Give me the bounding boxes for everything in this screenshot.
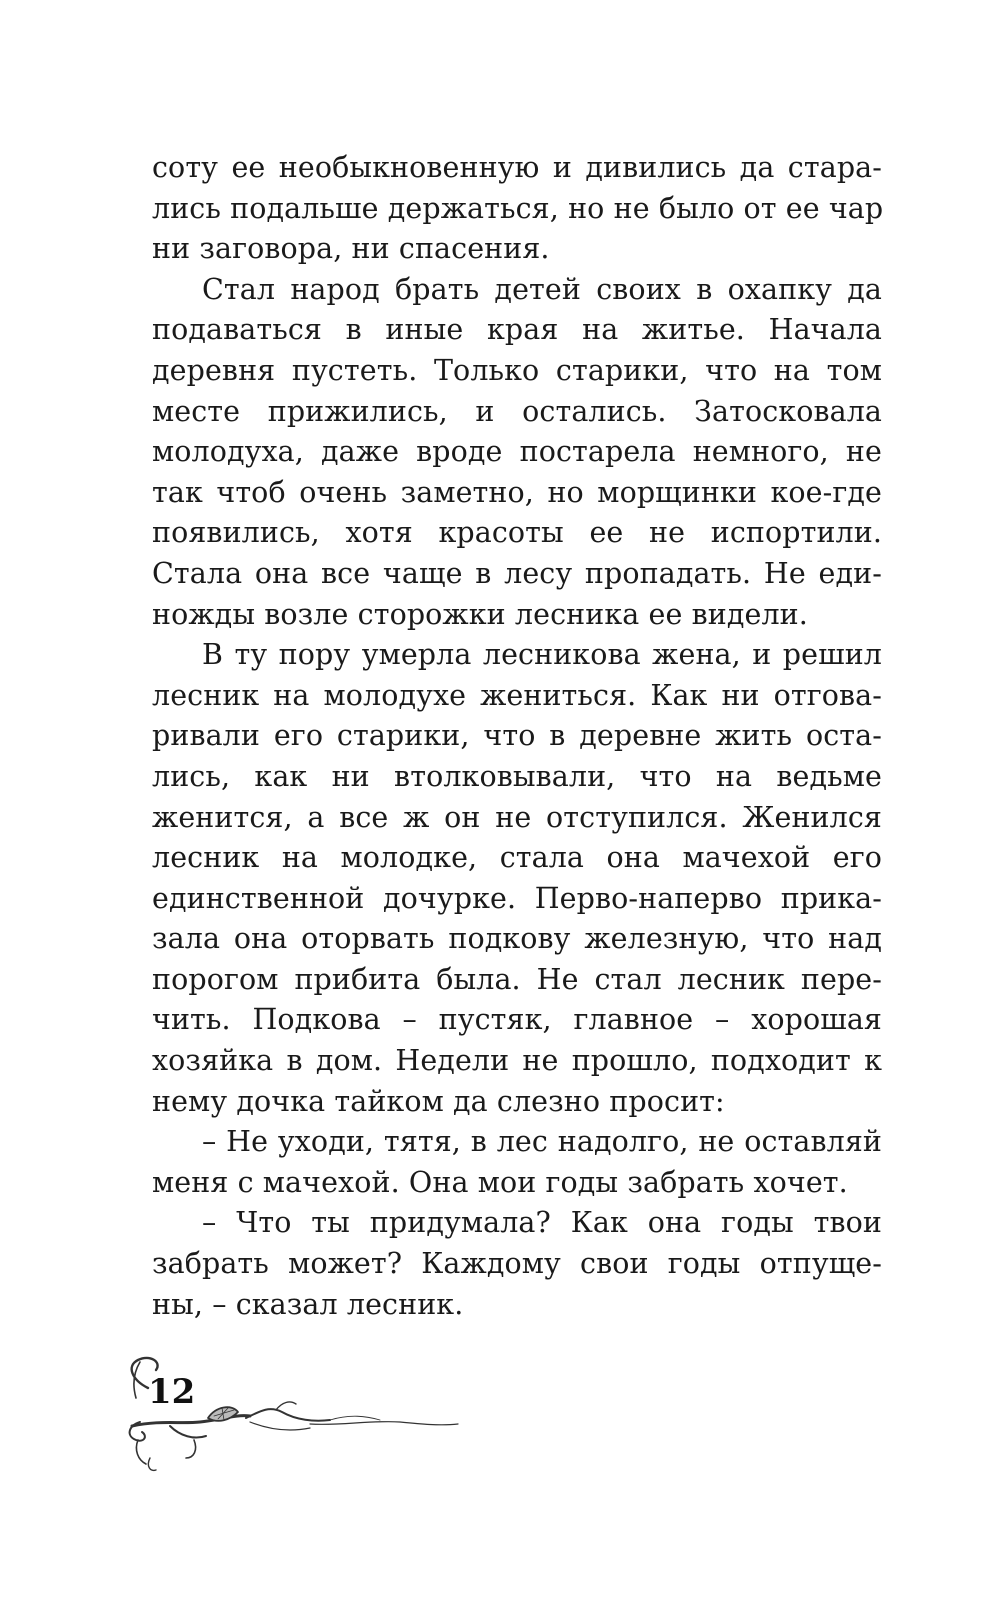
text-line: месте прижились, и остались. Затосковала [152, 394, 882, 428]
text-line: так чтоб очень заметно, но морщинки кое-где [152, 475, 882, 509]
text-line: забрать может? Каждому свои годы отпуще- [152, 1247, 882, 1281]
text-line: ривали его старики, что в деревне жить оста- [152, 719, 882, 753]
text-line: – Не уходи, тятя, в лес надолго, не оставляй [202, 1125, 882, 1159]
text-line: подаваться в иные края на житье. Начала [152, 313, 882, 347]
text-line: единственной дочурке. Перво-наперво прика- [152, 881, 882, 915]
text-line: чить. Подкова – пустяк, главное – хорошая [152, 1003, 882, 1037]
text-line: лись, как ни втолковывали, что на ведьме [152, 759, 882, 793]
text-line: женится, а все ж он не отступился. Женился [152, 800, 882, 834]
text-line: соту ее необыкновенную и дивились да стара- [152, 151, 882, 184]
text-line: ны, – сказал лесник. [152, 1287, 464, 1321]
text-line: лесник на молодухе жениться. Как ни отгова- [152, 678, 882, 712]
body-text [152, 148, 882, 1325]
text-line: появились, хотя красоты ее не испортили. [152, 516, 882, 550]
text-line: лесник на молодке, стала она мачехой его [152, 841, 882, 875]
page-footer [110, 1340, 470, 1490]
text-line: нему дочка тайком да слезно просит: [152, 1084, 725, 1118]
text-line: В ту пору умерла лесникова жена, и решил [202, 638, 882, 672]
text-line: Стала она все чаще в лесу пропадать. Не еди- [152, 556, 882, 590]
text-line: меня с мачехой. Она мои годы забрать хочет. [152, 1165, 848, 1199]
vine-ornament-icon [110, 1340, 470, 1490]
text-line: Стал народ брать детей своих в охапку да [202, 272, 882, 306]
text-line: зала она оторвать подкову железную, что над [152, 922, 882, 956]
text-line: порогом прибита была. Не стал лесник пере- [152, 962, 882, 996]
page-number: 12 [148, 1372, 196, 1412]
text-line: молодуха, даже вроде постарела немного, не [152, 435, 882, 469]
text-line: лись подальше держаться, но не было от ее чар [152, 191, 884, 225]
text-line: деревня пустеть. Только старики, что на том [152, 353, 882, 387]
text-line: ножды возле сторожки лесника ее видели. [152, 597, 808, 631]
text-line: хозяйка в дом. Недели не прошло, подходит к [152, 1044, 882, 1078]
text-line: ни заговора, ни спасения. [152, 232, 550, 266]
text-line: – Что ты придумала? Как она годы твои [202, 1206, 882, 1240]
